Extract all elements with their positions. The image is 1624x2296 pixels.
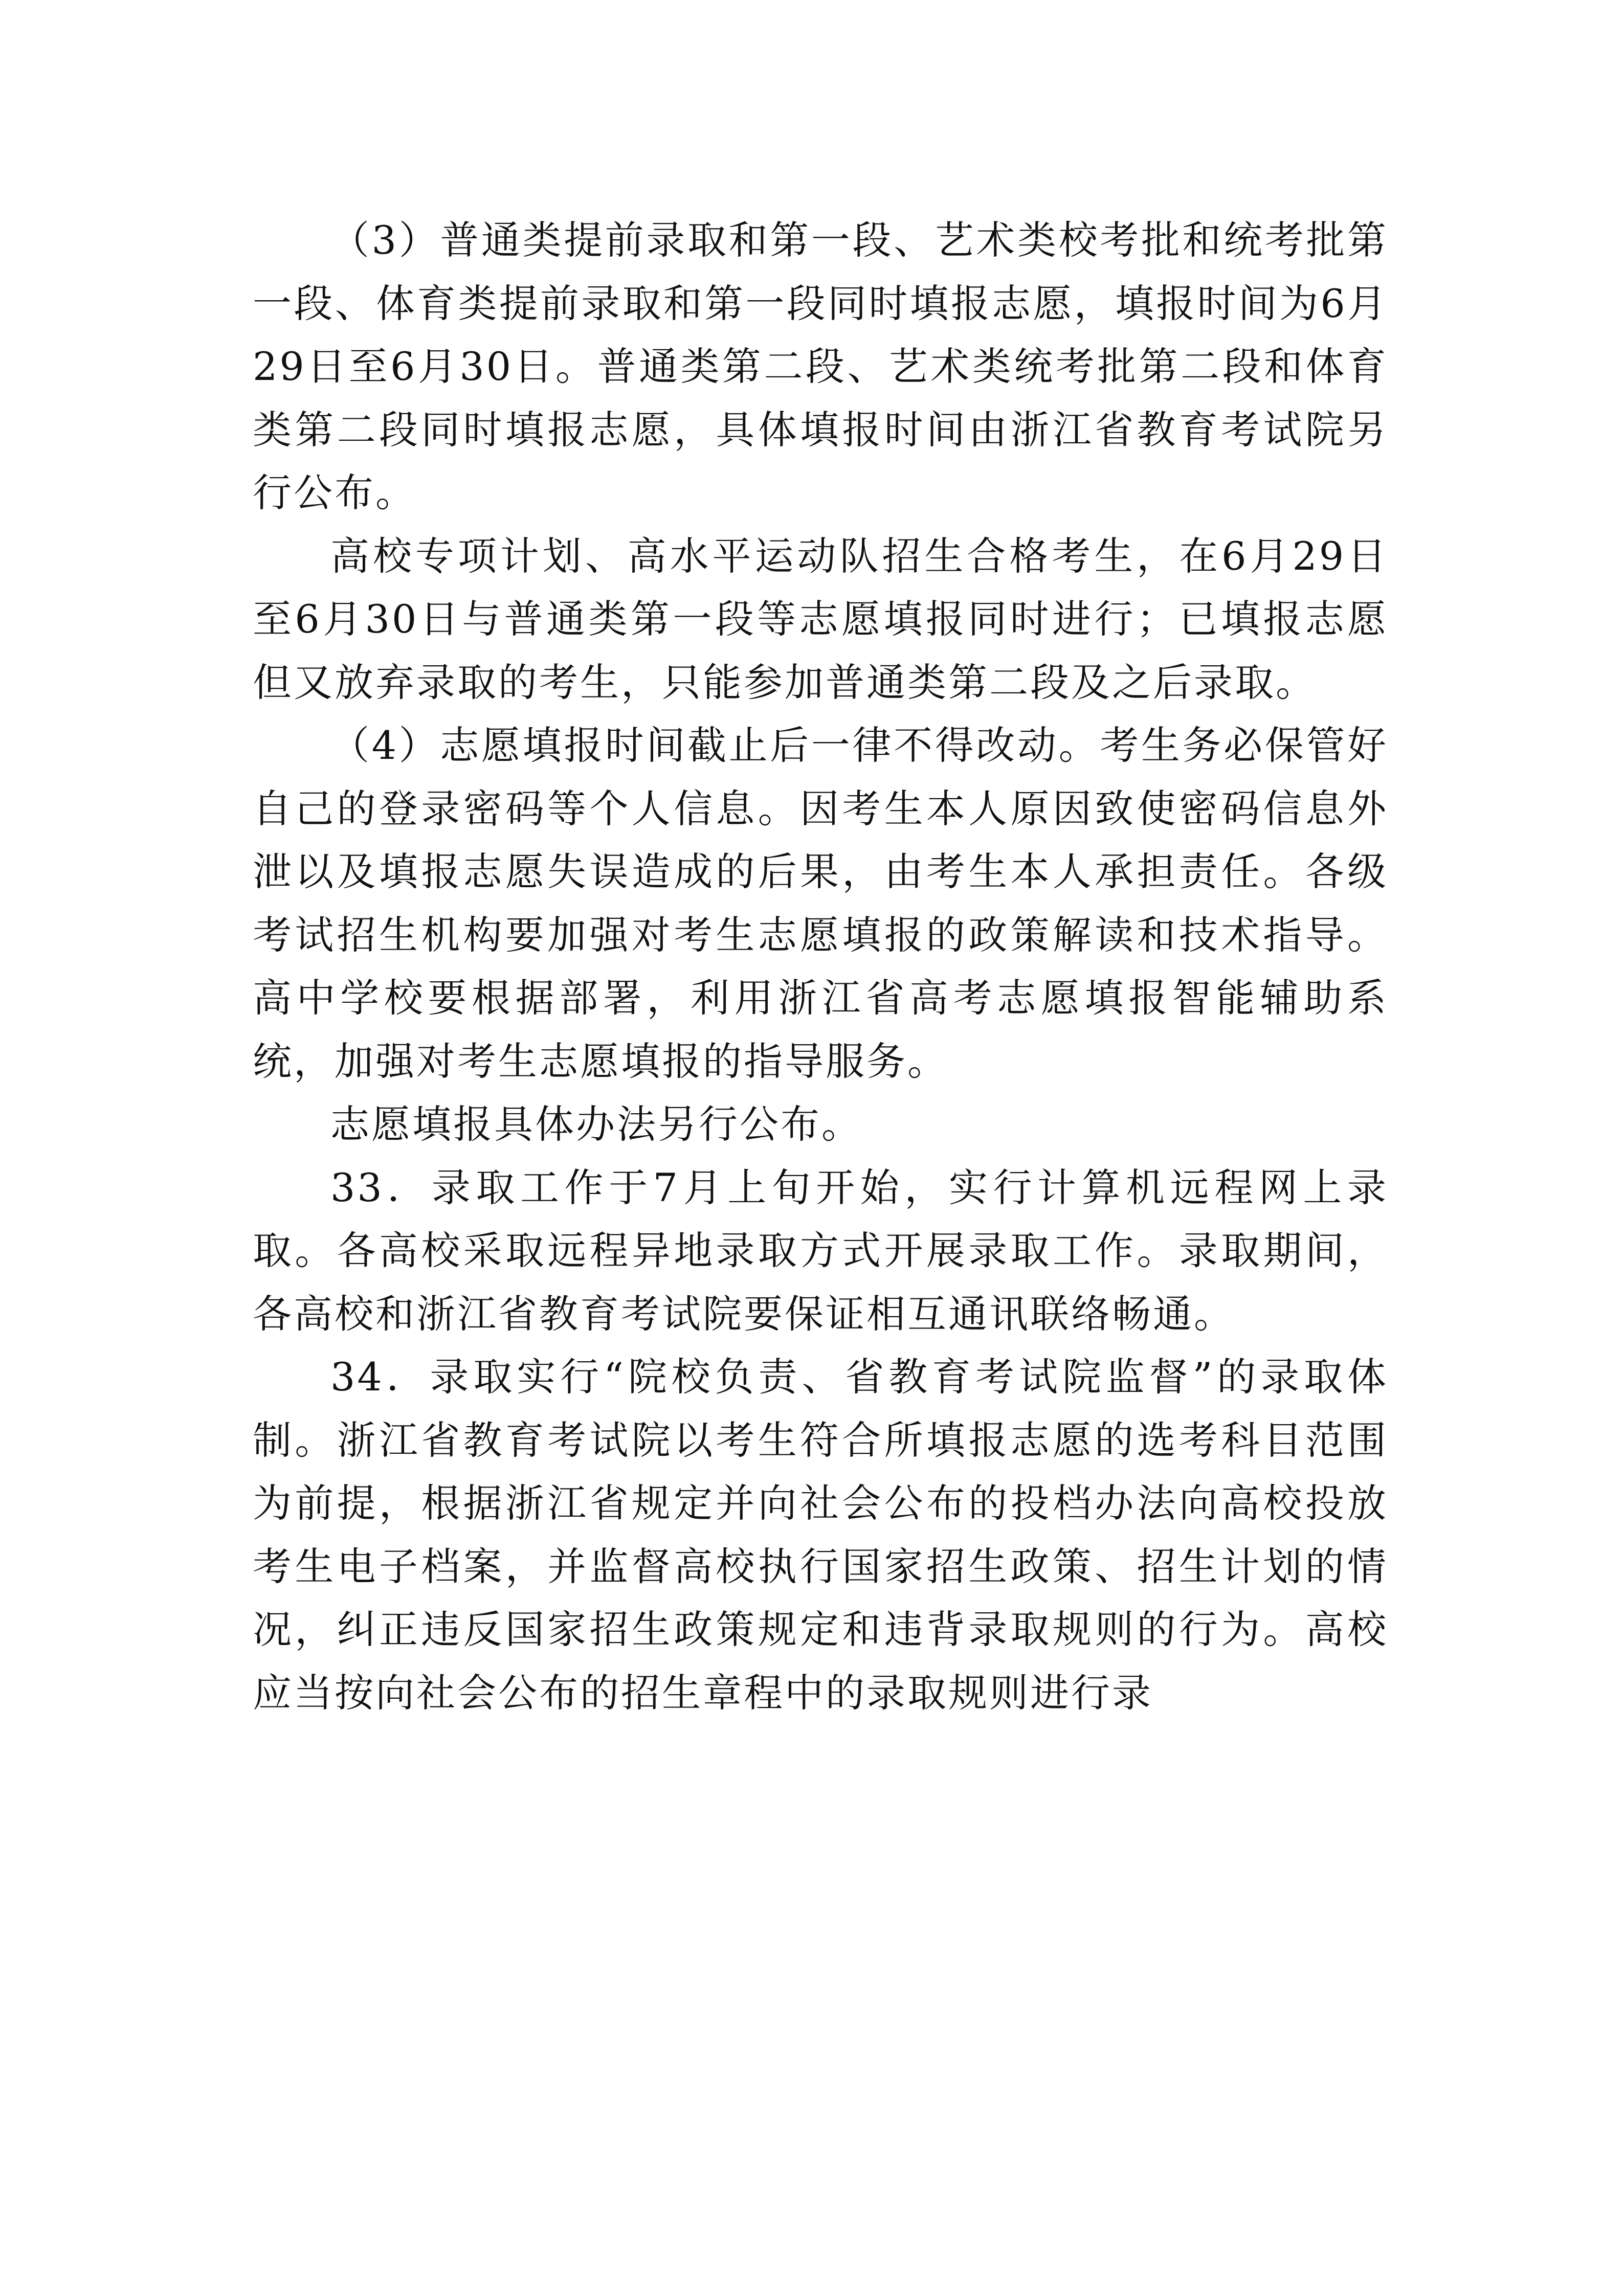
paragraph-deadline: （4）志愿填报时间截止后一律不得改动。考生务必保管好自己的登录密码等个人信息。因考生本人原因致使密码信息外泄以及填报志愿失误造成的后果，由考生本人承担责任。各级考试招生机构要加强对考生志愿填报的政策解读和技术指导。高中学校要根据部署，利用浙江省高考志愿填报智能辅助系统，加强对考生志愿填报的指导服务。	[253, 723, 1388, 1084]
document-body	[253, 209, 1388, 1724]
paragraph-article-34: 34．录取实行“院校负责、省教育考试院监督”的录取体制。浙江省教育考试院以考生符合所填报志愿的选考科目范围为前提，根据浙江省规定并向社会公布的投档办法向高校投放考生电子档案，并监督高校执行国家招生政策、招生计划的情况，纠正违反国家招生政策规定和违背录取规则的行为。高校应当按向社会公布的招生章程中的录取规则进行录	[253, 1354, 1388, 1716]
paragraph-article-33: 33．录取工作于7月上旬开始，实行计算机远程网上录取。各高校采取远程异地录取方式开展录取工作。录取期间，各高校和浙江省教育考试院要保证相互通讯联络畅通。	[253, 1164, 1388, 1337]
paragraph-special-plan: 高校专项计划、高水平运动队招生合格考生，在6月29日至6月30日与普通类第一段等志愿填报同时进行；已填报志愿但又放弃录取的考生，只能参加普通类第二段及之后录取。	[253, 533, 1388, 705]
paragraph-method: 志愿填报具体办法另行公布。	[330, 1101, 862, 1147]
paragraph-volunteer-schedule: （3）普通类提前录取和第一段、艺术类校考批和统考批第一段、体育类提前录取和第一段同时填报志愿，填报时间为6月29日至6月30日。普通类第二段、艺术类统考批第二段和体育类第二段同时填报志愿，具体填报时间由浙江省教育考试院另行公布。	[253, 217, 1388, 515]
